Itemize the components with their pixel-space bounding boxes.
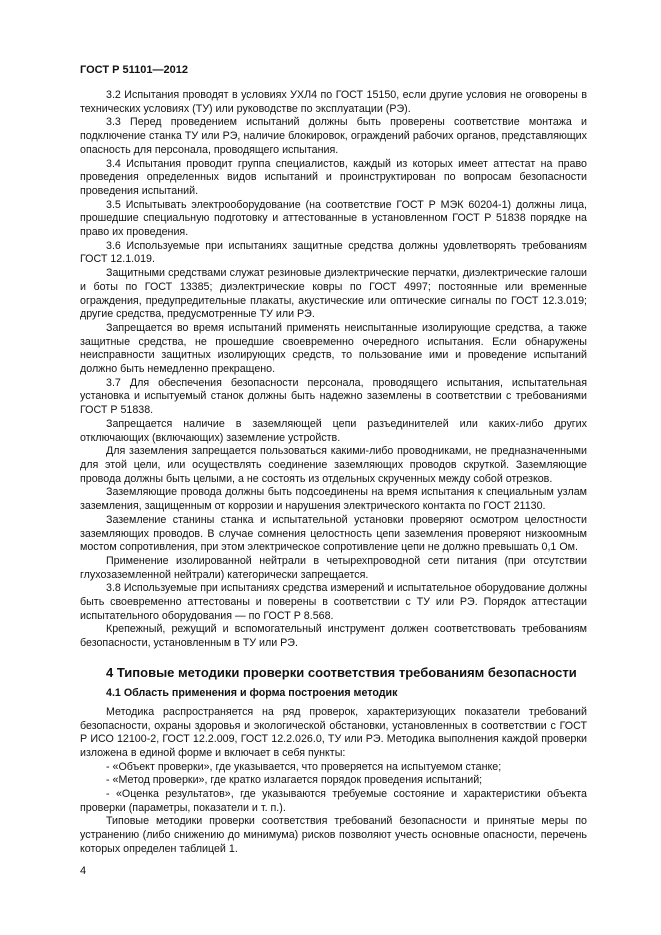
paragraph: 3.2 Испытания проводят в условиях УХЛ4 по ГОСТ 15150, если другие условия не оговорены в технических условиях (ТУ) или руководстве по эксплуатации (РЭ). bbox=[80, 89, 587, 115]
paragraph: Заземляющие провода должны быть подсоединены на время испытания к специальным узлам заземления, защищенным от коррозии и нарушения электрического контакта по ГОСТ 21130. bbox=[80, 486, 587, 513]
paragraph: 3.5 Испытывать электрооборудование (на соответствие ГОСТ Р МЭК 60204-1) должны лица, прошедшие специальную подготовку и аттестованные в установленном ГОСТ Р 51838 порядке на право их проведения. bbox=[80, 198, 587, 239]
page-content bbox=[80, 89, 587, 857]
paragraph: 3.7 Для обеспечения безопасности персонала, проводящего испытания, испытательная установка и испытуемый станок должны быть надежно заземлены в соответствии с требованиями ГОСТ Р 51838. bbox=[80, 376, 587, 417]
paragraph: Для заземления запрещается пользоваться какими-либо проводниками, не предназначенными для этой цели, или осуществлять соединение заземляющих проводов скруткой. Заземляющие провода должны быть целыми, а не состоять из отдельных скрученных между собой отрезков. bbox=[80, 445, 587, 485]
section-heading: 4 Типовые методики проверки соответствия требованиям безопасности bbox=[106, 664, 577, 680]
paragraph: Типовые методики проверки соответствия требований безопасности и принятые меры по устранению (либо снижению до минимума) рисков позволяют учесть основные опасности, перечень которых определен таблицей 1. bbox=[80, 815, 587, 855]
list-item: - «Оценка результатов», где указываются требуемые состояние и характеристики объекта проверки (параметры, показатели и т. п.). bbox=[80, 788, 587, 814]
paragraph: 3.4 Испытания проводит группа специалистов, каждый из которых имеет аттестат на право проведения определенных видов испытаний и проинструктирован по вопросам безопасности проведения испытаний. bbox=[80, 157, 587, 197]
paragraph: Заземление станины станка и испытательной установки проверяют осмотром целостности заземляющих проводов. В случае сомнения целостность цепи заземления проверяют низкоомным мостом сопротивления, при этом электрическое сопротивление цепи не должно превышать 0,1 Ом. bbox=[80, 513, 587, 554]
paragraph: Применение изолированной нейтрали в четырехпроводной сети питания (при отсутствии глухозаземленной нейтрали) категорически запрещается. bbox=[80, 554, 587, 581]
paragraph: Защитными средствами служат резиновые диэлектрические перчатки, диэлектрические галоши и боты по ГОСТ 13385; диэлектрические ковры по ГОСТ 4997; постоянные или временные ограждения, предупредительные плакаты, акустические или оптические сигналы по ГОСТ 12.3.019; другие средства, предусмотренные ТУ или РЭ. bbox=[80, 267, 587, 321]
paragraph: Запрещается наличие в заземляющей цепи разъединителей или каких-либо других отключающих (включающих) заземление устройств. bbox=[80, 417, 587, 444]
subsection-heading: 4.1 Область применения и форма построения методик bbox=[106, 686, 398, 699]
page-number: 4 bbox=[80, 865, 87, 877]
paragraph: Крепежный, режущий и вспомогательный инструмент должен соответствовать требованиям безопасности, установленным в ТУ или РЭ. bbox=[80, 623, 587, 650]
document-header: ГОСТ Р 51101—2012 bbox=[80, 64, 188, 76]
paragraph: 3.3 Перед проведением испытаний должны быть проверены соответствие монтажа и подключение станка ТУ или РЭ, наличие блокировок, ограждений рабочих органов, представляющих опасность для персонала, проводящего испытания. bbox=[80, 116, 587, 156]
paragraph: 3.8 Используемые при испытаниях средства измерений и испытательное оборудование должны быть своевременно аттестованы и поверены в соответствии с ТУ или РЭ. Порядок аттестации испытательного оборудования — по ГОСТ Р 8.568. bbox=[80, 582, 587, 622]
list-item: - «Объект проверки», где указывается, что проверяется на испытуемом станке; bbox=[106, 760, 502, 773]
paragraph: 3.6 Используемые при испытаниях защитные средства должны удовлетворять требованиям ГОСТ 12.1.019. bbox=[80, 239, 587, 266]
list-item: - «Метод проверки», где кратко излагается порядок проведения испытаний; bbox=[106, 774, 483, 787]
paragraph: Методика распространяется на ряд проверок, характеризующих показатели требований безопасности, охраны здоровья и экологической обстановки, установленных в соответствии с ГОСТ Р ИСО 12100-2, ГОСТ 12.2.009, ГОСТ 12.2.026.0, ТУ или РЭ. Методика выполнения каждой проверки изложена в единой форме и включает в себя пункты: bbox=[80, 705, 587, 759]
paragraph: Запрещается во время испытаний применять неиспытанные изолирующие средства, а также защитные средства, не прошедшие своевременно очередного испытания. Если обнаружены неисправности защитных изолирующих средств, то пользование ими и проведение испытаний должно быть немедленно прекращено. bbox=[80, 321, 587, 376]
